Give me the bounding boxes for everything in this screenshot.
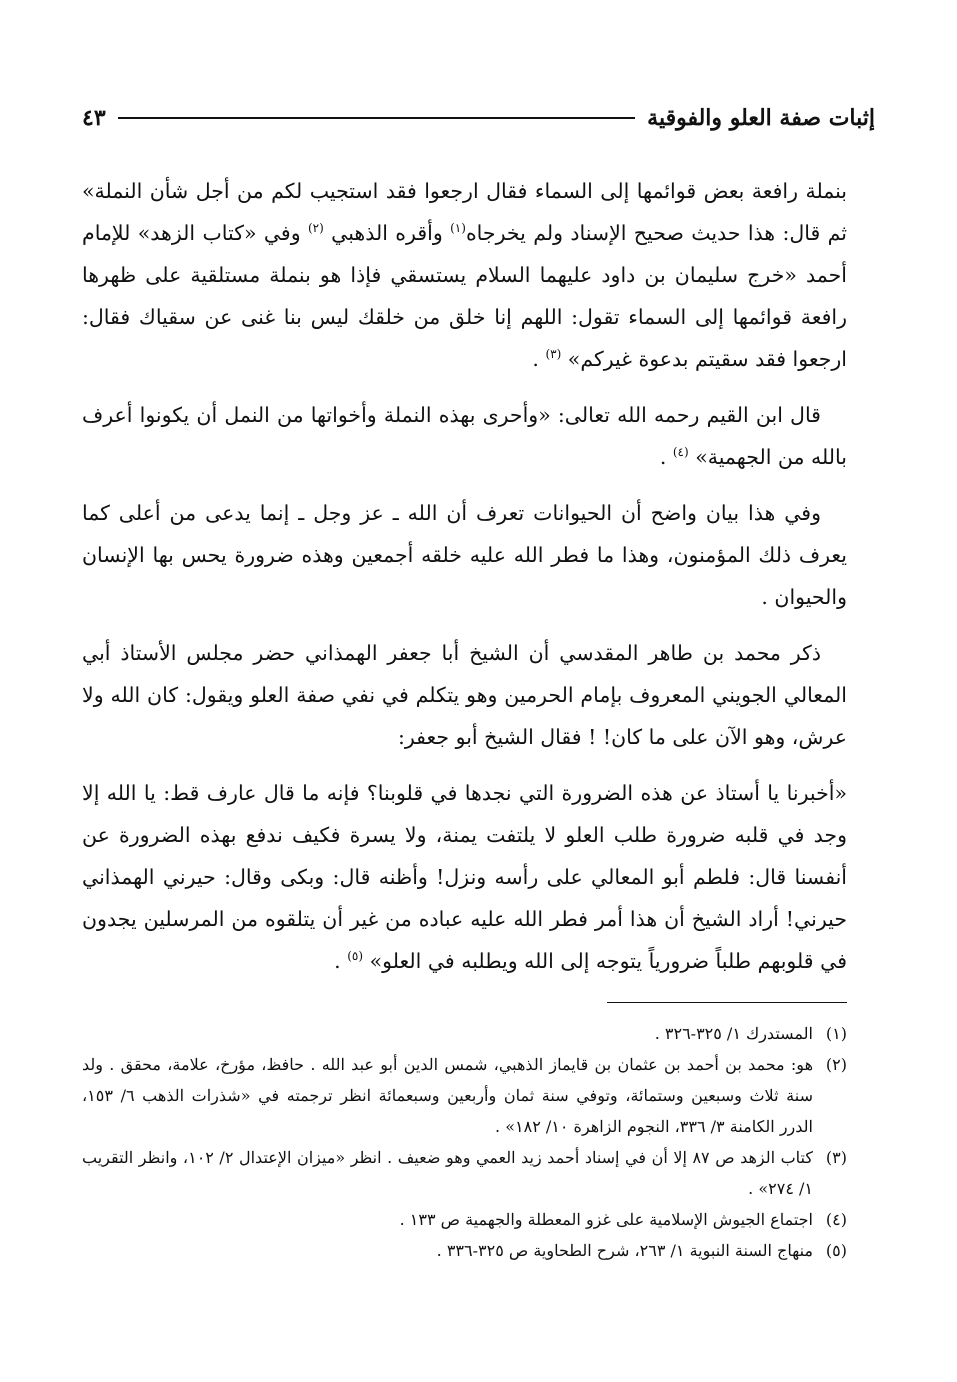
paragraph-text: وأقره الذهبي: [323, 221, 451, 245]
paragraph-text: ذكر محمد بن طاهر المقدسي أن الشيخ أبا جعفر الهمذاني حضر مجلس الأستاذ أبي المعالي الجويني المعروف بإمام الحرمين وهو يتكلم في نفي صفة العلو ويقول: كان الله ولا عرش، وهو الآن على ما كان! ! فقال الشيخ أبو جعفر:: [82, 641, 847, 749]
footnote-ref: (٥): [347, 949, 364, 964]
paragraph-1: [82, 170, 847, 380]
footnotes: [82, 1018, 847, 1266]
footnote-number: (١): [825, 1024, 847, 1043]
footnote-text: منهاج السنة النبوية ١/ ٢٦٣، شرح الطحاوية ص ٣٢٥-٣٣٦ .: [436, 1241, 813, 1260]
footnote-text: كتاب الزهد ص ٨٧ إلا أن في إسناد أحمد زيد العمي وهو ضعيف . انظر «ميزان الإعتدال ٢/ ١٠٢، وانظر التقريب ١/ ٢٧٤» .: [82, 1148, 814, 1198]
page-number: ٤٣: [82, 105, 106, 131]
footnote-number: (٤): [825, 1210, 847, 1229]
paragraph-text: وفي «كتاب الزهد» للإمام أحمد «خرج سليمان بن داود عليهما السلام يستسقي فإذا هو بنملة مستلقية على ظهرها رافعة قوائمها إلى السماء تقول: اللهم إنا خلق من خلقك ليس بنا غنى عن سقياك فقال: ارجعوا فقد سقيتم بدعوة غيركم»: [82, 221, 847, 371]
paragraph-text: .: [532, 347, 546, 371]
footnote-number: (٢): [825, 1055, 847, 1074]
footnote-item: [82, 1049, 847, 1142]
footnote-item: [82, 1204, 847, 1235]
footnote-ref: (١): [450, 221, 466, 236]
header-rule: [118, 117, 636, 119]
header-title: إثبات صفة العلو والفوقية: [647, 105, 875, 131]
main-text: [82, 170, 847, 996]
paragraph-text: .: [334, 949, 348, 973]
paragraph-text: «أخبرنا يا أستاذ عن هذه الضرورة التي نجدها في قلوبنا؟ فإنه ما قال عارف قط: يا الله إلا وجد في قلبه ضرورة طلب العلو لا يلتفت يمنة، ولا يسرة فكيف ندفع بهذه الضرورة عن أنفسنا قال: فلطم أبو المعالي على رأسه ونزل! وأظنه قال: وبكى وقال: حيرني الهمذاني حيرني! أراد الشيخ أن هذا أمر فطر الله عليه عباده من غير أن يتلقوه من المرسلين يجدون في قلوبهم طلباً ضرورياً يتوجه إلى الله ويطلبه في العلو»: [82, 781, 847, 973]
paragraph-text: قال ابن القيم رحمه الله تعالى: «وأحرى بهذه النملة وأخواتها من النمل أن يكونوا أعرف بالله من الجهمية»: [82, 403, 847, 469]
paragraph-text: وفي هذا بيان واضح أن الحيوانات تعرف أن الله ـ عز وجل ـ إنما يدعى من أعلى كما يعرف ذلك المؤمنون، وهذا ما فطر الله عليه خلقه أجمعين وهذه ضرورة يحس بها الإنسان والحيوان .: [82, 501, 847, 609]
footnote-text: المستدرك ١/ ٣٢٥-٣٢٦ .: [654, 1024, 813, 1043]
running-header: [82, 98, 875, 138]
paragraph-text: بنملة رافعة بعض قوائمها إلى السماء فقال ارجعوا فقد استجيب لكم من أجل شأن النملة» ثم قال: هذا حديث صحيح الإسناد ولم يخرجاه: [82, 179, 847, 245]
paragraph-2: [82, 394, 847, 478]
footnote-number: (٥): [825, 1241, 847, 1260]
paragraph-3: [82, 492, 847, 618]
footnote-text: هو: محمد بن أحمد بن عثمان بن قايماز الذهبي، شمس الدين أبو عبد الله . حافظ، مؤرخ، علامة، محقق . ولد سنة ثلاث وسبعين وستمائة، وتوفي سنة ثمان وأربعين وسبعمائة انظر ترجمته في «شذرات الذهب ٦/ ١٥٣، الدرر الكامنة ٣/ ٣٣٦، النجوم الزاهرة ١٠/ ١٨٢» .: [82, 1055, 814, 1136]
footnote-number: (٣): [825, 1148, 847, 1167]
paragraph-text: .: [659, 445, 673, 469]
footnote-item: [82, 1142, 847, 1204]
footnote-item: [82, 1235, 847, 1266]
footnote-ref: (٤): [672, 445, 689, 460]
footnote-ref: (٢): [307, 221, 324, 236]
footnote-ref: (٣): [545, 347, 562, 362]
footnote-divider: [607, 1002, 847, 1003]
paragraph-4: [82, 632, 847, 758]
footnote-text: اجتماع الجيوش الإسلامية على غزو المعطلة والجهمية ص ١٣٣ .: [399, 1210, 813, 1229]
footnote-item: [82, 1018, 847, 1049]
paragraph-5: [82, 772, 847, 982]
